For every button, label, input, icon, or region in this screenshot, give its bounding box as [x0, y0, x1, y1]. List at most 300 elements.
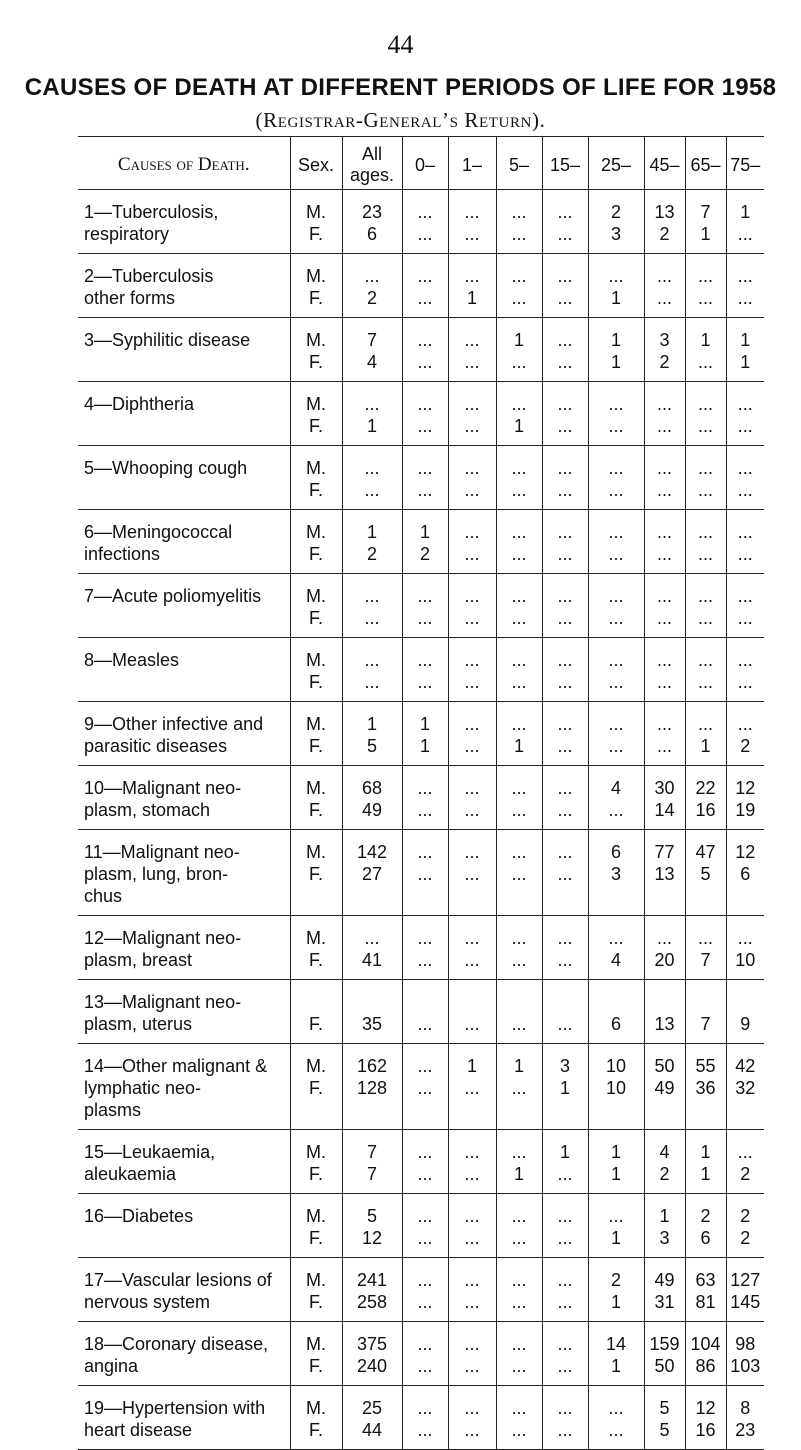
cell-value: 258: [356, 1292, 388, 1312]
cell-value: 2: [700, 1206, 711, 1226]
cell-value: 27: [361, 864, 383, 884]
value-cell: [726, 638, 764, 702]
cause-cell: [78, 1386, 290, 1450]
cell-value: ...: [417, 1164, 433, 1184]
cause-label: 1—Tuberculosis,: [84, 202, 219, 222]
value-cell: [342, 1044, 402, 1130]
cell-value: ...: [511, 778, 527, 798]
cell-value: 13: [654, 864, 675, 884]
cell-value: 32: [735, 1078, 756, 1098]
cause-cell: [78, 766, 290, 830]
value-cell: [685, 510, 726, 574]
cell-value: ...: [697, 288, 713, 308]
value-cell: [644, 382, 685, 446]
cell-value: ...: [608, 714, 624, 734]
value-cell: [342, 254, 402, 318]
cell-value: ...: [511, 1206, 527, 1226]
cell-value: ...: [557, 522, 573, 542]
cell-value: 25: [361, 1398, 383, 1418]
cell-value: 162: [356, 1056, 388, 1076]
cell-value: ...: [464, 864, 480, 884]
cell-value: ...: [557, 266, 573, 286]
table-row: [78, 702, 764, 766]
value-cell: [588, 916, 644, 980]
sex-label: F.: [308, 480, 323, 500]
value-cell: [542, 916, 588, 980]
cell-value: ...: [511, 544, 527, 564]
value-cell: [402, 382, 448, 446]
cell-value: 3: [659, 330, 670, 350]
cell-value: ...: [464, 1334, 480, 1354]
cell-value: ...: [511, 458, 527, 478]
cell-value: ...: [417, 1078, 433, 1098]
cell-value: 2: [740, 1164, 751, 1184]
cell-value: ...: [417, 1056, 433, 1076]
value-cell: [496, 190, 542, 254]
cell-value: ...: [656, 714, 672, 734]
value-cell: [685, 766, 726, 830]
value-cell: [644, 1194, 685, 1258]
cell-value: ...: [608, 608, 624, 628]
value-cell: [685, 980, 726, 1044]
value-cell: [342, 318, 402, 382]
cell-value: ...: [417, 778, 433, 798]
cause-label: 14—Other malignant &: [84, 1056, 268, 1076]
value-cell: [644, 702, 685, 766]
cell-value: ...: [417, 586, 433, 606]
cell-value: ...: [417, 950, 433, 970]
column-header: 25–: [588, 137, 644, 190]
sex-label: F.: [308, 416, 323, 436]
sex-label: F.: [308, 1078, 323, 1098]
cell-value: 49: [654, 1078, 675, 1098]
cell-value: 2: [366, 544, 377, 564]
sex-label: [291, 991, 342, 1013]
cell-value: ...: [511, 1356, 527, 1376]
cell-value: ...: [364, 608, 380, 628]
table-header-row: [78, 137, 764, 190]
cell-value: ...: [608, 416, 624, 436]
cell-value: 1: [366, 714, 377, 734]
cell-value: 1: [610, 288, 621, 308]
value-cell: [542, 510, 588, 574]
cell-value: ...: [557, 928, 573, 948]
sex-label: M.: [306, 202, 326, 222]
cell-value: ...: [557, 1292, 573, 1312]
value-cell: [685, 318, 726, 382]
cell-value: ...: [417, 1334, 433, 1354]
cell-value: ...: [511, 864, 527, 884]
value-cell: [588, 574, 644, 638]
cell-value: 1: [740, 330, 751, 350]
value-cell: [448, 190, 496, 254]
value-cell: [726, 574, 764, 638]
value-cell: [588, 766, 644, 830]
value-cell: [342, 638, 402, 702]
cause-cell: [78, 916, 290, 980]
cell-value: ...: [417, 352, 433, 372]
cell-value: 1: [700, 224, 711, 244]
value-cell: [685, 1386, 726, 1450]
cell-value: ...: [656, 736, 672, 756]
cause-label: 18—Coronary disease,: [84, 1334, 269, 1354]
cell-value: ...: [737, 928, 753, 948]
value-cell: [726, 1322, 764, 1386]
cell-value: ...: [557, 800, 573, 820]
value-cell: [342, 446, 402, 510]
value-cell: [726, 190, 764, 254]
cell-value: ...: [417, 1206, 433, 1226]
cell-value: ...: [697, 608, 713, 628]
cell-value: 375: [356, 1334, 388, 1354]
cell-value: ...: [557, 394, 573, 414]
value-cell: [342, 382, 402, 446]
cell-value: ...: [608, 586, 624, 606]
cell-value: ...: [656, 928, 672, 948]
cell-value: ...: [464, 1014, 480, 1034]
cell-value: 8: [740, 1398, 751, 1418]
cell-value: 4: [610, 950, 621, 970]
cell-value: 7: [700, 202, 711, 222]
cell-value: 1: [610, 352, 621, 372]
column-header: All ages.: [342, 137, 402, 190]
cell-value: 145: [730, 1292, 761, 1312]
cell-value: 7: [700, 950, 711, 970]
sex-cell: [290, 1258, 342, 1322]
sex-label: F.: [308, 864, 323, 884]
sex-label: M.: [306, 650, 326, 670]
value-cell: [342, 830, 402, 916]
cause-label: 16—Diabetes: [84, 1206, 194, 1226]
value-cell: [496, 638, 542, 702]
cell-value: ...: [417, 266, 433, 286]
cell-value: ...: [464, 1420, 480, 1440]
cause-cell: [78, 446, 290, 510]
cause-label: 15—Leukaemia,: [84, 1142, 216, 1162]
cause-label: plasm, uterus: [84, 1014, 193, 1034]
value-cell: [342, 980, 402, 1044]
value-cell: [542, 1386, 588, 1450]
value-cell: [726, 980, 764, 1044]
cell-value: 9: [740, 1014, 751, 1034]
value-cell: [496, 382, 542, 446]
value-cell: [685, 916, 726, 980]
sex-label: M.: [306, 1206, 326, 1226]
cell-value: 12: [695, 1398, 716, 1418]
cause-label: 2—Tuberculosis: [84, 266, 214, 286]
table-row: [78, 766, 764, 830]
value-cell: [588, 254, 644, 318]
cell-value: 6: [610, 1014, 621, 1034]
cell-value: ...: [608, 650, 624, 670]
column-header: 15–: [542, 137, 588, 190]
cell-value: ...: [511, 714, 527, 734]
value-cell: [342, 1258, 402, 1322]
cell-value: ...: [557, 1014, 573, 1034]
cell-value: ...: [656, 266, 672, 286]
value-cell: [588, 382, 644, 446]
cell-value: ...: [608, 736, 624, 756]
cell-value: 47: [695, 842, 716, 862]
cell-value: 1: [610, 330, 621, 350]
value-cell: [685, 1258, 726, 1322]
column-header: 5–: [496, 137, 542, 190]
cell-value: ...: [608, 394, 624, 414]
value-cell: [448, 254, 496, 318]
value-cell: [448, 916, 496, 980]
cell-value: ...: [737, 458, 753, 478]
cell-value: [343, 991, 402, 1013]
sex-label: F.: [308, 1164, 323, 1184]
sex-label: M.: [306, 1334, 326, 1354]
cell-value: ...: [608, 544, 624, 564]
cell-value: 2: [659, 1164, 670, 1184]
sex-label: M.: [306, 928, 326, 948]
cell-value: 68: [361, 778, 383, 798]
value-cell: [342, 702, 402, 766]
sex-label: F.: [308, 1292, 323, 1312]
value-cell: [342, 1194, 402, 1258]
cell-value: 13: [654, 1014, 675, 1034]
cell-value: ...: [557, 778, 573, 798]
cell-value: ...: [656, 650, 672, 670]
cell-value: 3: [559, 1056, 570, 1076]
cell-value: ...: [557, 202, 573, 222]
cell-value: ...: [464, 416, 480, 436]
value-cell: [542, 638, 588, 702]
cell-value: 98: [735, 1334, 756, 1354]
table-row: [78, 1044, 764, 1130]
cell-value: ...: [464, 1270, 480, 1290]
cell-value: [403, 991, 448, 1013]
table-row: [78, 1130, 764, 1194]
cell-value: ...: [417, 202, 433, 222]
cell-value: 81: [695, 1292, 716, 1312]
table-row: [78, 1322, 764, 1386]
value-cell: [542, 1322, 588, 1386]
cell-value: ...: [737, 714, 753, 734]
cell-value: 1: [513, 1164, 524, 1184]
cell-value: ...: [557, 480, 573, 500]
sex-cell: [290, 382, 342, 446]
cell-value: ...: [557, 1206, 573, 1226]
sex-label: M.: [306, 778, 326, 798]
cell-value: 103: [730, 1356, 761, 1376]
cell-value: ...: [557, 544, 573, 564]
cell-value: ...: [464, 458, 480, 478]
cell-value: 6: [740, 864, 751, 884]
sex-label: M.: [306, 586, 326, 606]
cause-label: lymphatic neo-: [84, 1078, 202, 1098]
cell-value: ...: [511, 650, 527, 670]
cell-value: ...: [511, 586, 527, 606]
cell-value: ...: [417, 1228, 433, 1248]
cause-label: parasitic diseases: [84, 736, 228, 756]
cell-value: ...: [656, 522, 672, 542]
cell-value: [686, 991, 726, 1013]
sex-cell: [290, 1130, 342, 1194]
value-cell: [726, 1258, 764, 1322]
cell-value: [727, 991, 765, 1013]
cell-value: 7: [366, 1164, 377, 1184]
cell-value: ...: [464, 1228, 480, 1248]
value-cell: [726, 1044, 764, 1130]
cause-label: aleukaemia: [84, 1164, 177, 1184]
value-cell: [448, 1194, 496, 1258]
cell-value: 2: [419, 544, 430, 564]
cause-label: nervous system: [84, 1292, 211, 1312]
cell-value: ...: [557, 608, 573, 628]
cell-value: 10: [735, 950, 756, 970]
cell-value: 14: [654, 800, 675, 820]
cell-value: 5: [700, 864, 711, 884]
sex-cell: [290, 446, 342, 510]
sex-cell: [290, 1194, 342, 1258]
cell-value: ...: [417, 650, 433, 670]
cell-value: ...: [464, 1292, 480, 1312]
sex-cell: [290, 510, 342, 574]
value-cell: [726, 916, 764, 980]
value-cell: [402, 1194, 448, 1258]
cell-value: ...: [364, 928, 380, 948]
cell-value: ...: [737, 394, 753, 414]
cause-label: plasm, breast: [84, 950, 193, 970]
cell-value: ...: [608, 522, 624, 542]
sex-label: F.: [308, 950, 323, 970]
value-cell: [588, 510, 644, 574]
value-cell: [496, 766, 542, 830]
value-cell: [726, 1386, 764, 1450]
cell-value: ...: [511, 288, 527, 308]
cell-value: 36: [695, 1078, 716, 1098]
cause-cell: [78, 382, 290, 446]
cell-value: 5: [659, 1420, 670, 1440]
sex-cell: [290, 766, 342, 830]
cell-value: ...: [557, 1270, 573, 1290]
cell-value: ...: [608, 1398, 624, 1418]
cell-value: [449, 991, 496, 1013]
cell-value: 44: [361, 1420, 383, 1440]
cell-value: ...: [417, 416, 433, 436]
cell-value: ...: [697, 650, 713, 670]
cell-value: 5: [366, 1206, 377, 1226]
value-cell: [342, 190, 402, 254]
value-cell: [726, 830, 764, 916]
cell-value: ...: [511, 1228, 527, 1248]
sex-label: F.: [308, 224, 323, 244]
cell-value: ...: [511, 608, 527, 628]
cell-value: ...: [608, 1420, 624, 1440]
cell-value: 2: [740, 1228, 751, 1248]
cause-label: [84, 1227, 290, 1249]
cell-value: ...: [697, 416, 713, 436]
cause-label: 11—Malignant neo-: [84, 842, 240, 862]
value-cell: [542, 766, 588, 830]
cause-cell: [78, 1194, 290, 1258]
sex-label: F.: [308, 736, 323, 756]
cell-value: 12: [735, 842, 756, 862]
cell-value: ...: [417, 480, 433, 500]
cell-value: ...: [697, 672, 713, 692]
cell-value: ...: [557, 330, 573, 350]
value-cell: [496, 574, 542, 638]
cell-value: ...: [557, 1228, 573, 1248]
cell-value: 1: [700, 1164, 711, 1184]
value-cell: [448, 1386, 496, 1450]
cell-value: ...: [557, 586, 573, 606]
cell-value: 2: [740, 1206, 751, 1226]
cell-value: ...: [464, 928, 480, 948]
sex-label: M.: [306, 266, 326, 286]
cause-label: 6—Meningococcal: [84, 522, 233, 542]
cell-value: ...: [656, 288, 672, 308]
column-header: 45–: [644, 137, 685, 190]
sex-label: M.: [306, 1142, 326, 1162]
value-cell: [448, 318, 496, 382]
cell-value: 1: [610, 1164, 621, 1184]
value-cell: [402, 1322, 448, 1386]
column-header: Sex.: [290, 137, 342, 190]
value-cell: [685, 830, 726, 916]
cell-value: ...: [737, 586, 753, 606]
cell-value: ...: [697, 544, 713, 564]
cell-value: ...: [511, 1270, 527, 1290]
value-cell: [542, 318, 588, 382]
cell-value: ...: [511, 928, 527, 948]
value-cell: [726, 1194, 764, 1258]
cell-value: ...: [417, 224, 433, 244]
cell-value: 2: [659, 352, 670, 372]
cell-value: ...: [464, 1398, 480, 1418]
cell-value: ...: [464, 672, 480, 692]
cell-value: ...: [464, 352, 480, 372]
cell-value: ...: [511, 1420, 527, 1440]
cell-value: 50: [654, 1056, 675, 1076]
value-cell: [588, 1258, 644, 1322]
cell-value: ...: [737, 522, 753, 542]
cause-cell: [78, 510, 290, 574]
cause-label: 12—Malignant neo-: [84, 928, 242, 948]
value-cell: [588, 980, 644, 1044]
cell-value: 1: [610, 1356, 621, 1376]
value-cell: [402, 318, 448, 382]
value-cell: [588, 1194, 644, 1258]
cell-value: ...: [464, 842, 480, 862]
value-cell: [342, 916, 402, 980]
cell-value: ...: [608, 480, 624, 500]
sex-label: M.: [306, 1056, 326, 1076]
cause-label: plasms: [84, 1100, 142, 1120]
value-cell: [588, 702, 644, 766]
cell-value: 4: [659, 1142, 670, 1162]
cell-value: 35: [361, 1014, 383, 1034]
table-row: [78, 916, 764, 980]
value-cell: [542, 1044, 588, 1130]
cell-value: ...: [364, 586, 380, 606]
cell-value: ...: [464, 608, 480, 628]
value-cell: [448, 1130, 496, 1194]
value-cell: [644, 766, 685, 830]
cell-value: 1: [513, 416, 524, 436]
cell-value: 6: [610, 842, 621, 862]
value-cell: [448, 446, 496, 510]
cell-value: 49: [654, 1270, 675, 1290]
cell-value: 22: [695, 778, 716, 798]
value-cell: [402, 1386, 448, 1450]
cell-value: ...: [511, 1142, 527, 1162]
cell-value: ...: [511, 352, 527, 372]
column-header: 0–: [402, 137, 448, 190]
